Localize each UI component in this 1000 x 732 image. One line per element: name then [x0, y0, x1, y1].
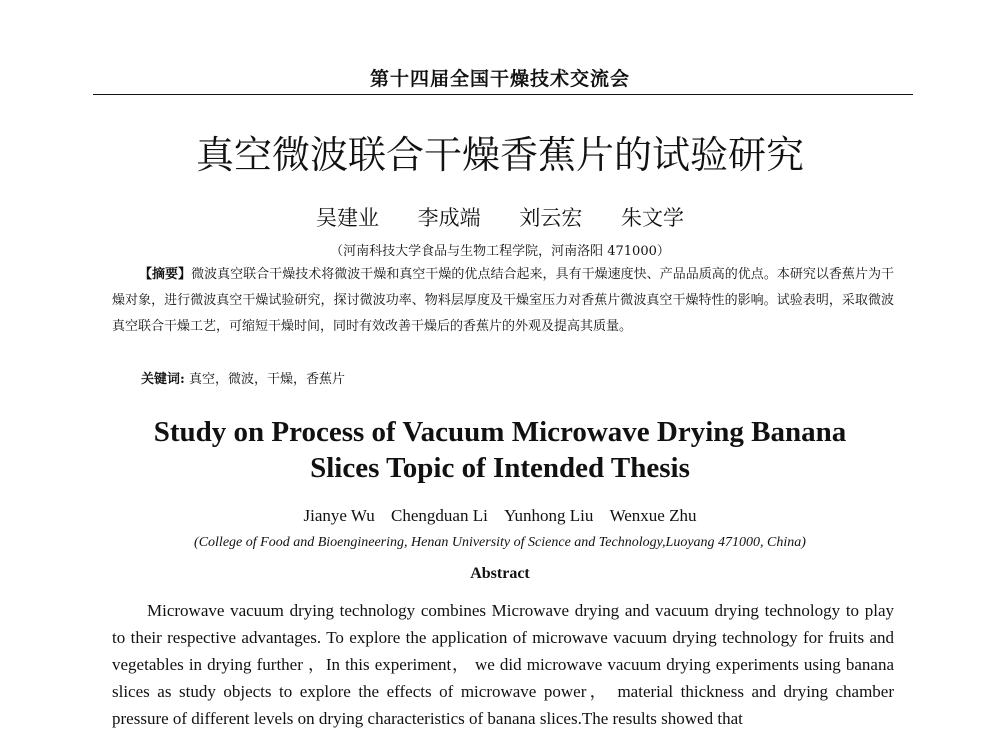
header-rule [93, 94, 913, 95]
chinese-affiliation: （河南科技大学食品与生物工程学院，河南洛阳 471000） [330, 244, 670, 259]
english-title-line-2: Slices Topic of Intended Thesis [310, 452, 690, 484]
english-abstract: Microwave vacuum drying technology combines Microwave drying and vacuum drying technology to play to their respective advantages. To explore the application of microwave vacuum drying technology for fruits and vegetables in drying further ，In this experiment， we did microwave vacuum drying experiments using banana slices as study objects to explore the effects of microwave power， material thickness and drying chamber pressure of different levels on drying characteristics of banana slices.The results showed that [112, 601, 894, 728]
english-affiliation: (College of Food and Bioengineering, Henan University of Science and Technology,Luoyang 471000, China) [194, 535, 806, 550]
english-title [0, 414, 1000, 486]
english-title-line-1: Study on Process of Vacuum Microwave Drying Banana [153, 416, 847, 448]
chinese-keywords-text: 真空，微波，干燥，香蕉片 [184, 372, 345, 387]
chinese-keywords [141, 367, 901, 393]
english-author: Jianye Wu [303, 506, 375, 525]
chinese-author: 李成端 [417, 206, 481, 230]
chinese-abstract [112, 262, 894, 340]
chinese-abstract-label: 【摘要】 [139, 267, 192, 282]
chinese-authors [0, 202, 1000, 232]
english-authors [0, 506, 1000, 526]
chinese-title: 真空微波联合干燥香蕉片的试验研究 [195, 133, 804, 177]
running-header: 第十四届全国干燥技术交流会 [369, 68, 630, 90]
english-author: Yunhong Liu [504, 506, 594, 525]
chinese-author: 刘云宏 [519, 206, 583, 230]
chinese-author: 朱文学 [621, 206, 685, 230]
english-author: Chengduan Li [391, 506, 488, 525]
chinese-author: 吴建业 [315, 206, 379, 230]
chinese-keywords-label: 关键词: [141, 372, 185, 387]
chinese-abstract-text: 微波真空联合干燥技术将微波干燥和真空干燥的优点结合起来，具有干燥速度快、产品品质高的优点。本研究以香蕉片为干燥对象，进行微波真空干燥试验研究，探讨微波功率、物料层厚度及干燥室压力对香蕉片微波真空干燥特性的影响。试验表明，采取微波真空联合干燥工艺，可缩短干燥时间，同时有效改善干燥后的香蕉片的外观及提高其质量。 [112, 267, 894, 334]
english-abstract-heading: Abstract [470, 565, 530, 582]
english-author: Wenxue Zhu [609, 506, 697, 525]
